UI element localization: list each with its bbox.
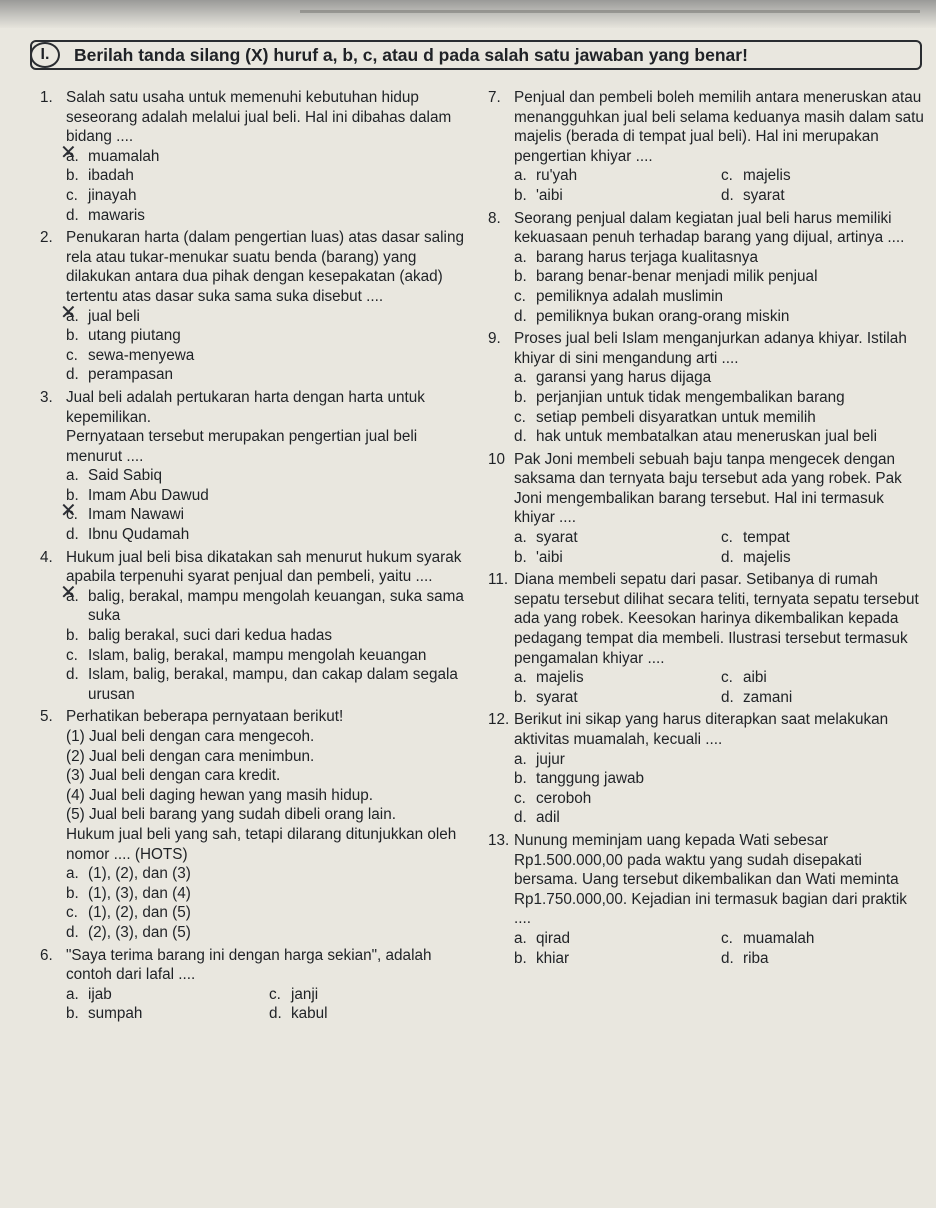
option-1a[interactable]: ✕ a. muamalah [66, 147, 472, 167]
statement-5: (5) Jual beli barang yang sudah dibeli orang lain. [66, 806, 396, 824]
question-8: 8. Seorang penjual dalam kegiatan jual beli harus memiliki kekuasaan penuh terhadap barang yang dijual, artinya .... [488, 209, 928, 248]
option-9b[interactable]: b. perjanjian untuk tidak mengembalikan barang [514, 388, 845, 406]
statement-1: (1) Jual beli dengan cara mengecoh. [66, 728, 315, 745]
option-5a[interactable]: a. (1), (2), dan (3) [66, 865, 191, 883]
option-12b[interactable]: b. tanggung jawab [514, 770, 645, 788]
option-2a[interactable]: ✕ a. jual beli [66, 307, 472, 327]
statement-2: (2) Jual beli dengan cara menimbun. [66, 747, 315, 765]
option-4b[interactable]: b. balig berakal, suci dari kedua hadas [66, 627, 333, 645]
option-5c[interactable]: c. (1), (2), dan (5) [66, 904, 191, 922]
question-9: 9. Proses jual beli Islam menganjurkan adanya khiyar. Istilah khiyar di sini mengandung arti .... [488, 329, 928, 368]
section-number: I. [30, 42, 60, 68]
question-2: 2. Penukaran harta (dalam pengertian luas) atas dasar saling rela atau tukar-menukar suatu benda (barang) yang dilakukan antara dua pihak dengan kesepakatan (akad) tertentu atas dasar suka sama suka disebut .... [40, 228, 472, 306]
option-2c[interactable]: c. sewa-menyewa [66, 346, 195, 364]
option-7c[interactable]: c. majelis [721, 167, 791, 185]
option-1c[interactable]: c. jinayah [66, 186, 137, 204]
question-1: 1. Salah satu usaha untuk memenuhi kebutuhan hidup seseorang adalah melalui jual beli. Hal ini dibahas dalam bidang .... [40, 88, 472, 147]
option-6a[interactable]: a. ijab [66, 985, 112, 1003]
option-11c[interactable]: c. aibi [721, 669, 767, 687]
question-stem: Diana membeli sepatu dari pasar. Setibanya di rumah sepatu tersebut dilihat secara teliti, ternyata sepatu tersebut ada yang robek. Keesokan harinya dikembalikan kepada pedagang tempat dia membeli. Ilustrasi tersebut termasuk pengamalan khiyar .... [514, 571, 919, 667]
question-stem: Pak Joni membeli sebuah baju tanpa mengecek dengan saksama dan ternyata baju tersebut ada yang robek. Pak Joni mengembalikan barang tersebut. Hal ini termasuk khiyar .... [514, 450, 902, 527]
question-stem: Berikut ini sikap yang harus diterapkan saat melakukan aktivitas muamalah, kecuali .... [514, 711, 889, 748]
question-stem: "Saya terima barang ini dengan harga sekian", adalah contoh dari lafal .... [66, 946, 432, 984]
option-1d[interactable]: d. mawaris [66, 206, 145, 224]
option-6b[interactable]: b. sumpah [66, 1005, 143, 1023]
instruction-text: Berilah tanda silang (X) huruf a, b, c, atau d pada salah satu jawaban yang benar! [74, 44, 748, 65]
option-11a[interactable]: a. majelis [514, 669, 584, 687]
question-7: 7. Penjual dan pembeli boleh memilih antara meneruskan atau menangguhkan jual beli selama keduanya masih dalam satu majelis (berada di tempat jual beli). Hal ini merupakan pengertian khiyar .... [488, 88, 928, 166]
question-stem: Salah satu usaha untuk memenuhi kebutuhan hidup seseorang adalah melalui jual beli. Hal ini dibahas dalam bidang .... [66, 89, 452, 146]
option-6c[interactable]: c. janji [269, 985, 319, 1003]
option-3d[interactable]: d. Ibnu Qudamah [66, 526, 190, 544]
question-stem: Penukaran harta (dalam pengertian luas) atas dasar saling rela atau tukar-menukar suatu benda (barang) yang dilakukan antara dua pihak dengan kesepakatan (akad) tertentu atas dasar suka sama suka disebut .... [66, 229, 464, 305]
statement-3: (3) Jual beli dengan cara kredit. [66, 767, 281, 785]
option-3a[interactable]: a. Said Sabiq [66, 467, 162, 485]
option-4d[interactable]: d. Islam, balig, berakal, mampu, dan cakap dalam segala urusan [66, 666, 458, 703]
question-stem: Jual beli adalah pertukaran harta dengan harta untuk kepemilikan. [66, 388, 425, 426]
question-stem: Nunung meminjam uang kepada Wati sebesar Rp1.500.000,00 pada waktu yang sudah disepakati bersama. Uang tersebut dikembalikan dan Wati meminta Rp1.750.000,00. Kejadian ini termasuk bagian dari praktik .... [514, 831, 907, 928]
option-8c[interactable]: c. pemiliknya adalah muslimin [514, 287, 724, 305]
option-12d[interactable]: d. adil [514, 809, 560, 827]
question-3: 3. Jual beli adalah pertukaran harta dengan harta untuk kepemilikan. Pernyataan tersebut merupakan pengertian jual beli menurut .... [40, 388, 472, 466]
question-stem-2: Hukum jual beli yang sah, tetapi dilarang ditunjukkan oleh nomor .... (HOTS) [66, 825, 457, 863]
question-stem-2: Pernyataan tersebut merupakan pengertian jual beli menurut .... [66, 428, 418, 465]
question-6: 6. "Saya terima barang ini dengan harga sekian", adalah contoh dari lafal .... [40, 946, 472, 985]
option-11d[interactable]: d. zamani [721, 688, 793, 706]
option-8b[interactable]: b. barang benar-benar menjadi milik penjual [514, 268, 818, 286]
option-10c[interactable]: c. tempat [721, 529, 790, 547]
option-8a[interactable]: a. barang harus terjaga kualitasnya [514, 248, 758, 266]
option-13d[interactable]: d. riba [721, 949, 769, 967]
page-top-edge [0, 0, 936, 28]
option-4c[interactable]: c. Islam, balig, berakal, mampu mengolah keuangan [66, 646, 427, 664]
option-13b[interactable]: b. khiar [514, 949, 570, 967]
option-3c[interactable]: ✕ c. Imam Nawawi [66, 505, 472, 525]
option-8d[interactable]: d. pemiliknya bukan orang-orang miskin [514, 307, 790, 325]
option-5d[interactable]: d. (2), (3), dan (5) [66, 923, 191, 941]
option-7a[interactable]: a. ru'yah [514, 167, 578, 185]
question-stem: Penjual dan pembeli boleh memilih antara meneruskan atau menangguhkan jual beli selama keduanya masih dalam satu majelis (berada di tempat jual beli). Hal ini merupakan pengertian khiyar .... [514, 89, 924, 165]
option-12c[interactable]: c. ceroboh [514, 789, 592, 807]
option-9a[interactable]: a. garansi yang harus dijaga [514, 369, 712, 387]
option-5b[interactable]: b. (1), (3), dan (4) [66, 884, 191, 902]
statement-4: (4) Jual beli daging hewan yang masih hidup. [66, 786, 373, 804]
option-12a[interactable]: a. jujur [514, 750, 565, 768]
question-stem: Hukum jual beli bisa dikatakan sah menurut hukum syarak apabila terpenuhi syarat penjual dan pembeli, yaitu .... [66, 548, 462, 586]
option-4a[interactable]: ✕ a. balig, berakal, mampu mengolah keuangan, suka sama suka [66, 587, 472, 626]
option-10b[interactable]: b. 'aibi [514, 548, 563, 566]
option-2d[interactable]: d. perampasan [66, 366, 174, 384]
option-10d[interactable]: d. majelis [721, 548, 791, 566]
option-1b[interactable]: b. ibadah [66, 167, 134, 185]
option-3b[interactable]: b. Imam Abu Dawud [66, 486, 209, 504]
question-11: 11. Diana membeli sepatu dari pasar. Setibanya di rumah sepatu tersebut dilihat secara teliti, ternyata sepatu tersebut ada yang robek. Keesokan harinya dikembalikan kepada pedagang tempat dia membeli. Ilustrasi tersebut termasuk pengamalan khiyar .... [488, 570, 928, 668]
option-9c[interactable]: c. setiap pembeli disyaratkan untuk memilih [514, 408, 816, 426]
option-13a[interactable]: a. qirad [514, 929, 571, 947]
option-2b[interactable]: b. utang piutang [66, 327, 181, 345]
option-7b[interactable]: b. 'aibi [514, 186, 563, 204]
instruction-box [30, 40, 922, 70]
question-13: 13. Nunung meminjam uang kepada Wati sebesar Rp1.500.000,00 pada waktu yang sudah disepakati bersama. Uang tersebut dikembalikan dan Wati meminta Rp1.750.000,00. Kejadian ini termasuk bagian dari praktik .... [488, 831, 928, 929]
option-7d[interactable]: d. syarat [721, 186, 785, 204]
question-stem: Seorang penjual dalam kegiatan jual beli harus memiliki kekuasaan penuh terhadap barang yang dijual, artinya .... [514, 209, 905, 247]
question-10: 10 Pak Joni membeli sebuah baju tanpa mengecek dengan saksama dan ternyata baju tersebut ada yang robek. Pak Joni mengembalikan barang tersebut. Hal ini termasuk khiyar .... [488, 450, 928, 528]
option-11b[interactable]: b. syarat [514, 688, 578, 706]
option-6d[interactable]: d. kabul [269, 1005, 328, 1023]
option-9d[interactable]: d. hak untuk membatalkan atau meneruskan jual beli [514, 428, 877, 446]
right-column [488, 88, 928, 968]
question-stem: Proses jual beli Islam menganjurkan adanya khiyar. Istilah khiyar di sini mengandung arti .... [514, 330, 907, 367]
question-stem: Perhatikan beberapa pernyataan berikut! [66, 708, 344, 726]
question-12: 12. Berikut ini sikap yang harus diterapkan saat melakukan aktivitas muamalah, kecuali .... [488, 710, 928, 749]
option-13c[interactable]: c. muamalah [721, 929, 815, 947]
question-5: 5. Perhatikan beberapa pernyataan berikut! (1) Jual beli dengan cara mengecoh. (2) Jual beli dengan cara menimbun. (3) Jual beli dengan cara kredit. (4) Jual beli daging hewan yang masih hidup. (5) Jual beli barang yang sudah dibeli orang lain. Hukum jual beli yang sah, tetapi dilarang ditunjukkan oleh nomor .... (HOTS) [40, 707, 472, 864]
left-column [40, 88, 472, 1024]
option-10a[interactable]: a. syarat [514, 529, 578, 547]
question-4: 4. Hukum jual beli bisa dikatakan sah menurut hukum syarak apabila terpenuhi syarat penjual dan pembeli, yaitu .... [40, 548, 472, 587]
